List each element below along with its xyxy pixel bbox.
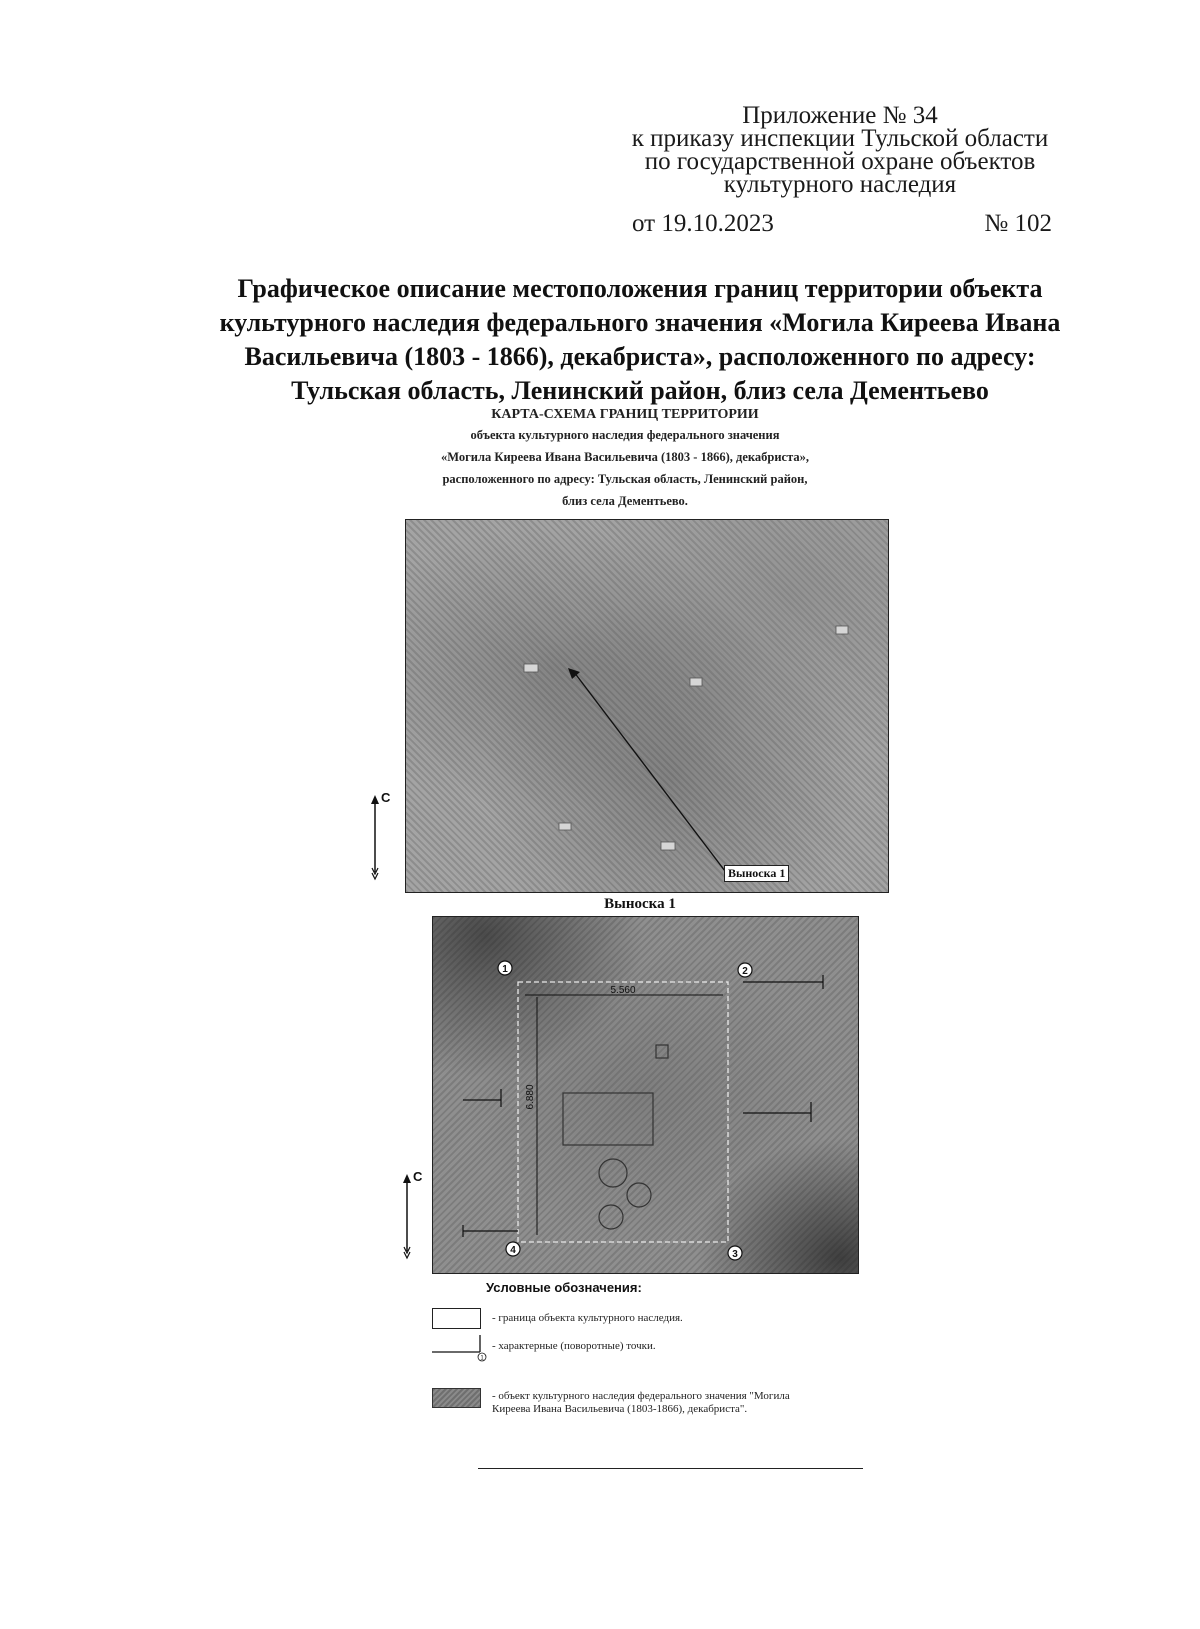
building-marker — [524, 664, 538, 672]
legend-item-points: - характерные (поворотные) точки. — [492, 1340, 656, 1352]
appendix-line: культурного наследия — [723, 171, 957, 198]
tree-circle — [599, 1205, 623, 1229]
grave-plot — [563, 1093, 653, 1145]
boundary-outline — [518, 982, 728, 1242]
legend-title: Условные обозначения: — [486, 1280, 642, 1295]
order-date: от 19.10.2023 — [632, 210, 774, 237]
legend-item-boundary: - граница объекта культурного наследия. — [492, 1312, 683, 1324]
north-label: С — [413, 1169, 423, 1184]
appendix-line: Приложение № 34 — [742, 102, 938, 129]
north-arrow-icon — [369, 794, 399, 884]
tree-circle — [627, 1183, 651, 1207]
callout-map-drawing — [433, 917, 858, 1273]
svg-text:4: 4 — [510, 1245, 516, 1256]
marker-square — [656, 1045, 668, 1058]
appendix-line: по государственной охране объектов — [644, 148, 1036, 175]
document-title — [100, 272, 1180, 408]
title-line: Тульская область, Ленинский район, близ села Дементьево — [291, 376, 989, 405]
map-caption-line: «Могила Киреева Ивана Васильевича (1803 - 1866), декабриста», — [440, 450, 810, 464]
title-line: культурного наследия федерального значения «Могила Киреева Ивана — [219, 308, 1061, 337]
map-caption-line: близ села Дементьево. — [562, 494, 688, 508]
order-number: № 102 — [984, 210, 1052, 237]
map-caption-line: расположенного по адресу: Тульская область, Ленинский район, — [442, 472, 808, 486]
appendix-header — [560, 104, 1120, 196]
north-arrow — [369, 790, 399, 884]
north-arrow-icon — [401, 1173, 431, 1263]
bottom-rule — [478, 1468, 863, 1469]
point-marker — [738, 963, 752, 977]
dimension-horizontal: 5.560 — [610, 985, 636, 996]
svg-text:3: 3 — [732, 1249, 738, 1260]
point-marker — [728, 1246, 742, 1260]
tree-circle — [599, 1159, 627, 1187]
appendix-line: к приказу инспекции Тульской области — [631, 125, 1049, 152]
building-marker — [690, 678, 702, 686]
map-caption — [300, 405, 950, 512]
map-caption-heading: КАРТА-СХЕМА ГРАНИЦ ТЕРРИТОРИИ — [491, 407, 759, 422]
building-marker — [559, 823, 571, 830]
callout-label: Выноска 1 — [724, 865, 789, 882]
legend-item-object: - объект культурного наследия федерального значения "Могила Киреева Ивана Васильевича (1803-1866), декабриста". — [492, 1390, 790, 1415]
title-line: Васильевича (1803 - 1866), декабриста», расположенного по адресу: — [244, 342, 1036, 371]
legend-point-symbol — [430, 1332, 490, 1362]
map-caption-line: объекта культурного наследия федерального значения — [470, 428, 780, 442]
north-arrow — [401, 1169, 431, 1263]
svg-text:1: 1 — [502, 964, 508, 975]
dimension-vertical: 6.880 — [525, 1084, 536, 1110]
north-label: С — [381, 790, 391, 805]
svg-text:2: 2 — [742, 966, 748, 977]
point-marker — [498, 961, 512, 975]
building-marker — [836, 626, 848, 634]
callout-detail-map — [432, 916, 859, 1274]
overview-map-drawing — [406, 520, 888, 892]
point-marker — [506, 1242, 520, 1256]
overview-satellite-map — [405, 519, 889, 893]
callout-leader-line — [574, 672, 728, 875]
callout-title: Выноска 1 — [604, 896, 676, 912]
legend-boundary-swatch — [432, 1308, 481, 1329]
title-line: Графическое описание местоположения границ территории объекта — [237, 274, 1043, 303]
legend-object-swatch — [432, 1388, 481, 1408]
building-marker — [661, 842, 675, 850]
legend-point-number: 1 — [480, 1355, 484, 1362]
